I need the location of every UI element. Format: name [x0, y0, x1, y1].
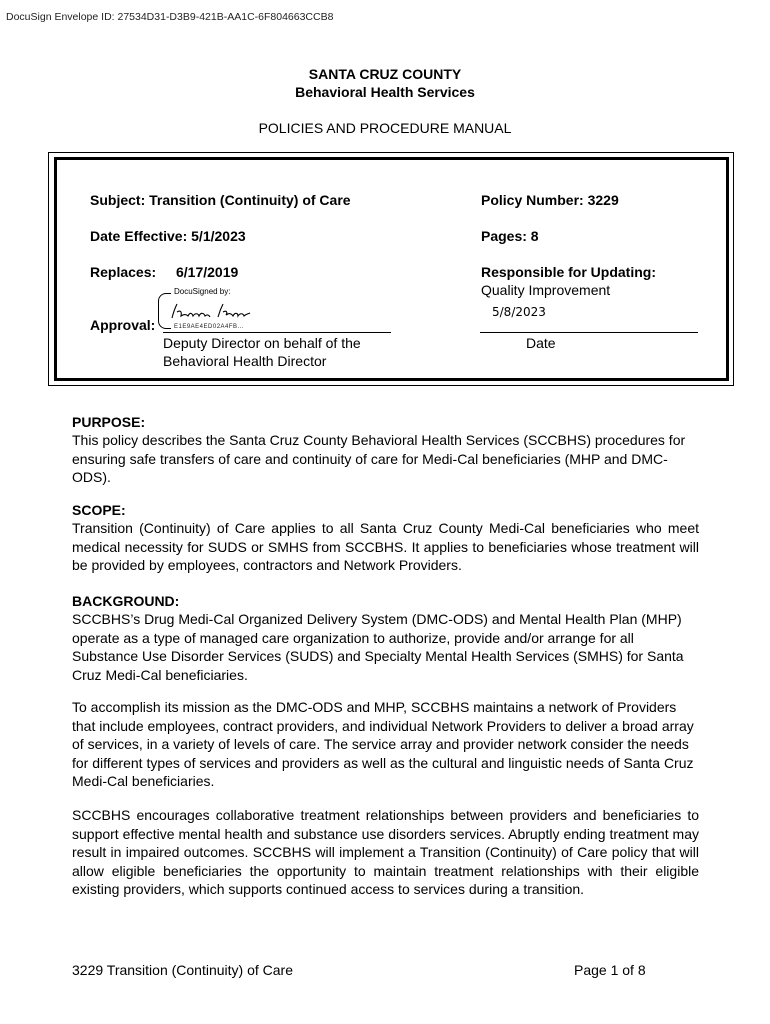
replaces-label: Replaces: [90, 264, 157, 280]
envelope-id: DocuSign Envelope ID: 27534D31-D3B9-421B-AA1C-6F804663CCB8 [6, 11, 334, 23]
approval-signature-line [163, 332, 391, 333]
docusign-signature [158, 287, 276, 331]
responsible-value: Quality Improvement [481, 282, 611, 298]
pages: Pages: 8 [481, 228, 539, 244]
footer-page-number: Page 1 of 8 [574, 962, 646, 978]
policy-number: Policy Number: 3229 [481, 192, 619, 208]
signer-title-line-1: Deputy Director on behalf of the [163, 335, 361, 351]
background-heading: BACKGROUND: [72, 593, 180, 609]
signed-date: 5/8/2023 [492, 305, 546, 319]
background-paragraph-1: SCCBHS’s Drug Medi-Cal Organized Delivery System (DMC-ODS) and Mental Health Plan (MHP) operate as a type of managed care organization to authorize, provide and/or arrange for all Substance Use Disorder Services (SUDS) and Specialty Mental Health Services (SMHS) for Santa Cruz Medi-Cal beneficiaries. [72, 611, 684, 683]
scope-heading: SCOPE: [72, 502, 126, 518]
purpose-heading: PURPOSE: [72, 414, 146, 430]
purpose-text: This policy describes the Santa Cruz County Behavioral Health Services (SCCBHS) procedures for ensuring safe transfers of care and continuity of care for Medi-Cal beneficiaries (MHP and DMC-ODS). [72, 432, 686, 485]
handwritten-signature [168, 300, 254, 324]
date-label: Date [526, 335, 556, 351]
date-effective: Date Effective: 5/1/2023 [90, 228, 246, 244]
subject: Subject: Transition (Continuity) of Care [90, 192, 351, 208]
footer-doc-title: 3229 Transition (Continuity) of Care [72, 962, 293, 978]
responsible-label: Responsible for Updating: [481, 264, 656, 280]
replaces-value: 6/17/2019 [176, 264, 239, 280]
background-paragraph-2: To accomplish its mission as the DMC-ODS and MHP, SCCBHS maintains a network of Providers that include employees, contract providers, and individual Network Providers to deliver a broad array of services, in a variety of levels of care. The service array and provider network consider the needs for different types of services and providers as well as the cultural and linguistic needs of Santa Cruz Medi-Cal beneficiaries. [72, 699, 694, 789]
signature-heading: DocuSigned by: [174, 287, 231, 296]
manual-title: POLICIES AND PROCEDURE MANUAL [258, 120, 512, 136]
department-title: Behavioral Health Services [295, 84, 475, 100]
signer-title-line-2: Behavioral Health Director [163, 353, 327, 369]
signature-id: E1E9AE4ED02A4FB... [174, 324, 245, 330]
approval-label: Approval: [90, 317, 156, 333]
scope-text: Transition (Continuity) of Care applies to all Santa Cruz County Medi-Cal beneficiaries who meet medical necessity for SUDS or SMHS from SCCBHS. It applies to beneficiaries whose treatment will be provided by employees, contractors and Network Providers. [72, 520, 699, 573]
date-line [480, 332, 698, 333]
county-title: SANTA CRUZ COUNTY [308, 66, 462, 82]
background-paragraph-3: SCCBHS encourages collaborative treatment relationships between providers and beneficiaries to support effective mental health and substance use disorders services. Abruptly ending treatment may result in impaired outcomes. SCCBHS will implement a Transition (Continuity) of Care policy that will allow eligible beneficiaries the opportunity to maintain treatment relationships with their eligible existing providers, which supports continued access to services during a transition. [72, 807, 699, 897]
